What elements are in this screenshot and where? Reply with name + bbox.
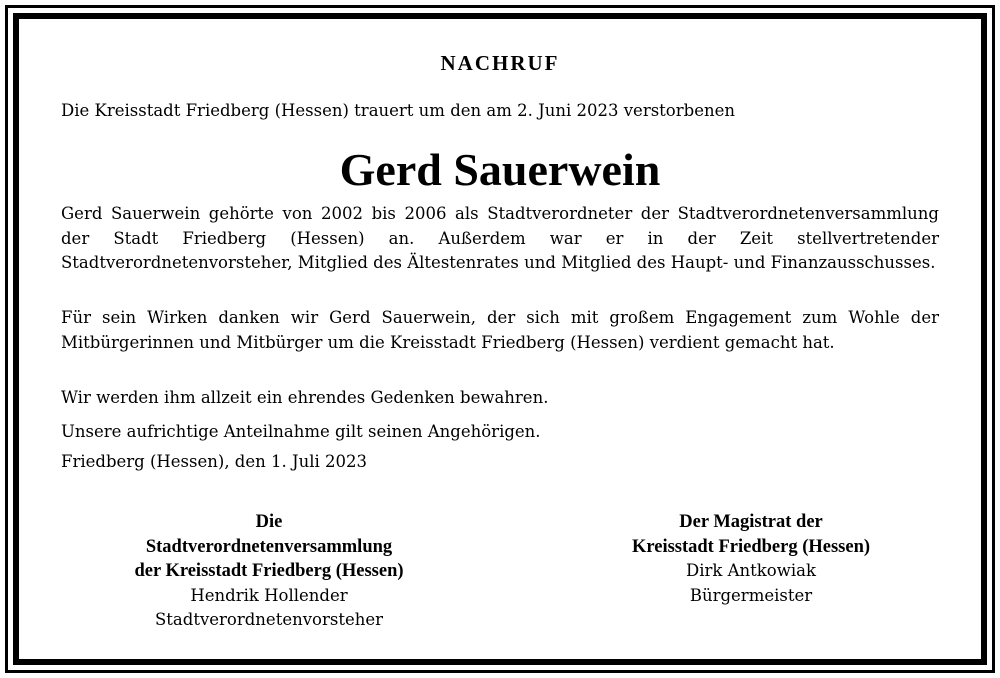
- paragraph-condolence: Unsere aufrichtige Anteilnahme gilt seinen Angehörigen.: [61, 422, 541, 441]
- deceased-name: Gerd Sauerwein: [339, 144, 661, 195]
- signature-org-line: Stadtverordnetenversammlung: [145, 536, 393, 557]
- paragraph-remembrance: Wir werden ihm allzeit ein ehrendes Gedenken bewahren.: [61, 388, 549, 407]
- signatory-role: Bürgermeister: [689, 585, 813, 605]
- signature-magistrate: [541, 510, 961, 608]
- place-and-date: Friedberg (Hessen), den 1. Juli 2023: [61, 452, 368, 471]
- signatory-name: Hendrik Hollender: [190, 585, 348, 605]
- paragraph-biography: Gerd Sauerwein gehörte von 2002 bis 2006 als Stadtverordneter der Stadtverordnetenversammlung der Stadt Friedberg (Hessen) an. Außerdem war er in der Zeit stellvertretender Stadtverordnetenvorsteher, Mitglied des Ältestenrates und Mitglied des Haupt- und Finanzausschusses.: [61, 204, 939, 272]
- notice-heading: NACHRUF: [440, 51, 560, 75]
- signature-city-council: [59, 510, 479, 633]
- signature-org-line: der Kreisstadt Friedberg (Hessen): [134, 561, 404, 581]
- signatory-role: Stadtverordnetenvorsteher: [154, 610, 384, 629]
- signatory-name: Dirk Antkowiak: [686, 561, 816, 580]
- signature-org-line: Der Magistrat der: [679, 512, 823, 532]
- intro-text: Die Kreisstadt Friedberg (Hessen) trauert um den am 2. Juni 2023 verstorbenen: [61, 101, 735, 120]
- paragraph-gratitude: Für sein Wirken danken wir Gerd Sauerwein, der sich mit großem Engagement zum Wohle der Mitbürgerinnen und Mitbürger um die Kreisstadt Friedberg (Hessen) verdient gemacht hat.: [61, 308, 939, 352]
- signature-org-line: Die: [255, 512, 283, 532]
- signature-org-line: Kreisstadt Friedberg (Hessen): [631, 536, 871, 557]
